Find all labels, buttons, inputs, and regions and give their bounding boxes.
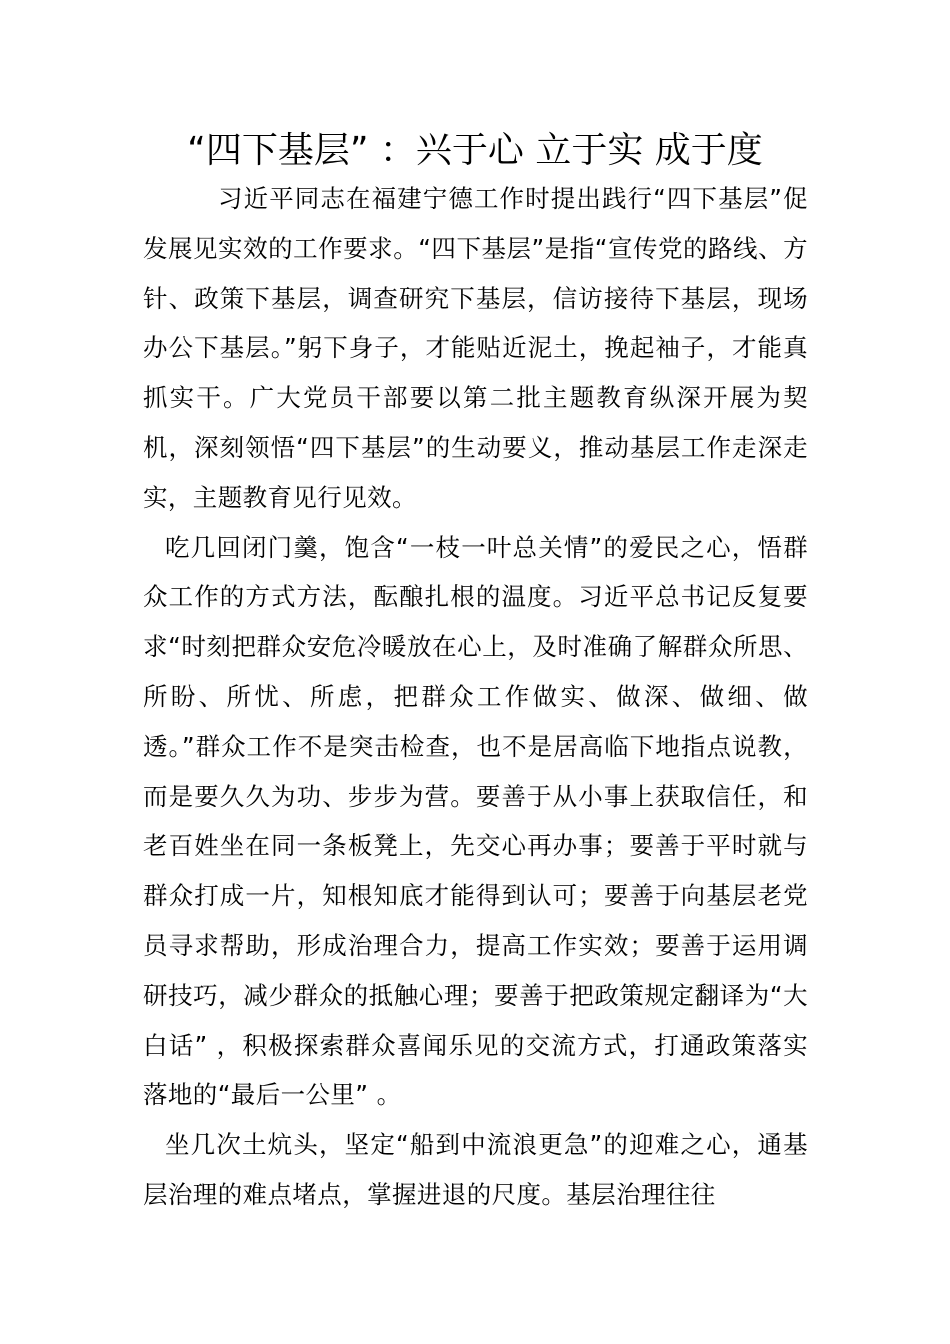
paragraph: 习近平同志在福建宁德工作时提出践行“四下基层”促发展见实效的工作要求。“四下基层”是指“宣传党的路线、方针、政策下基层，调查研究下基层，信访接待下基层，现场办公下基层。”躬下身子，才能贴近泥土，挽起袖子，才能真抓实干。广大党员干部要以第二批主题教育纵深开展为契机，深刻领悟“四下基层”的生动要义，推动基层工作走深走实，主题教育见行见效。: [143, 184, 808, 512]
paragraph: 坐几次土炕头，坚定“船到中流浪更急”的迎难之心，通基层治理的难点堵点，掌握进退的尺度。基层治理往往: [143, 1130, 808, 1209]
paragraph: 吃几回闭门羹，饱含“一枝一叶总关情”的爱民之心，悟群众工作的方式方法，酝酿扎根的温度。习近平总书记反复要求“时刻把群众安危冷暖放在心上，及时准确了解群众所思、所盼、所忧、所虑，把群众工作做实、做深、做细、做透。”群众工作不是突击检查，也不是居高临下地指点说教，而是要久久为功、步步为营。要善于从小事上获取信任，和老百姓坐在同一条板凳上，先交心再办事；要善于平时就与群众打成一片，知根知底才能得到认可；要善于向基层老党员寻求帮助，形成治理合力，提高工作实效；要善于运用调研技巧，减少群众的抵触心理；要善于把政策规定翻译为“大白话” ，积极探索群众喜闻乐见的交流方式，打通政策落实落地的“最后一公里” 。: [143, 532, 808, 1110]
document-title: “四下基层” ：兴于心 立于实 成于度: [187, 130, 763, 171]
document-body: [143, 174, 808, 1220]
